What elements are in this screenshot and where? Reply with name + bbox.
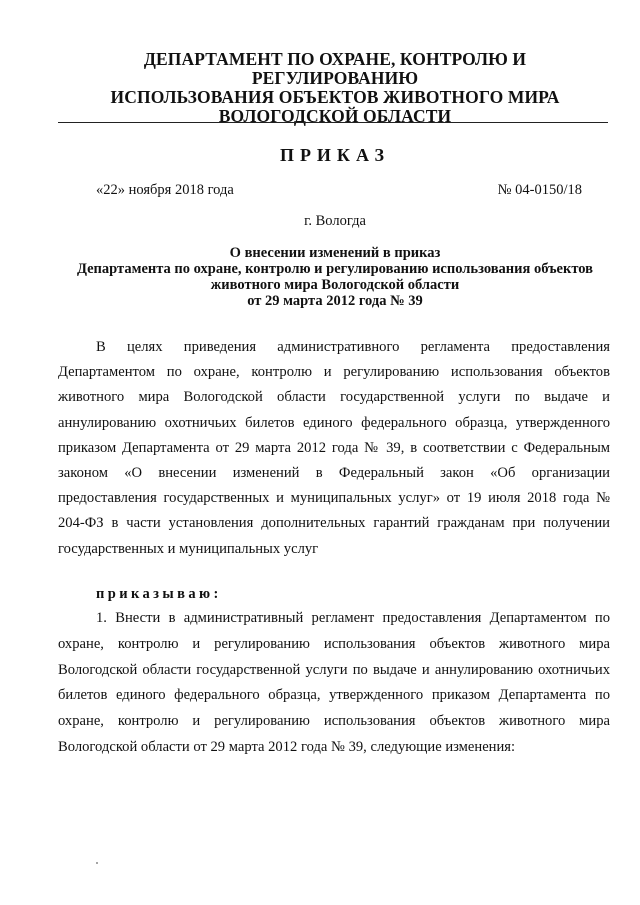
header-divider <box>58 122 608 123</box>
document-date: «22» ноября 2018 года <box>96 182 234 198</box>
department-header <box>60 50 610 126</box>
header-line-3: ВОЛОГОДСКОЙ ОБЛАСТИ <box>218 106 452 126</box>
document-number: № 04-0150/18 <box>497 182 582 198</box>
document-city: г. Вологда <box>304 213 366 229</box>
header-line-1: ДЕПАРТАМЕНТ ПО ОХРАНЕ, КОНТРОЛЮ И РЕГУЛИРОВАНИЮ <box>143 49 527 88</box>
document-title: ПРИКАЗ <box>279 145 391 165</box>
subject-line-2: Департамента по охране, контролю и регулированию использования объектов <box>76 261 594 277</box>
item-1-paragraph: 1. Внести в административный регламент предоставления Департаментом по охране, контролю и регулированию использования объектов животного мира Вологодской области государственной услуги по выдаче и аннулированию охотничьих билетов единого федерального образца, утвержденного приказом Департамента по охране, контролю и регулированию использования объектов животного мира Вологодской области от 29 марта 2012 года № 39, следующие изменения: <box>58 610 610 755</box>
subject-line-4: от 29 марта 2012 года № 39 <box>247 293 423 309</box>
header-line-2: ИСПОЛЬЗОВАНИЯ ОБЪЕКТОВ ЖИВОТНОГО МИРА <box>110 87 560 107</box>
subject-line-1: О внесении изменений в приказ <box>229 245 441 261</box>
document-subject <box>60 245 610 309</box>
preamble-paragraph: В целях приведения административного регламента предоставления Департаментом по охране, контролю и регулированию использования объектов животного мира Вологодской области государственной услуги по выдаче и аннулированию охотничьих билетов единого федерального образца, утвержденного приказом Департамента от 29 марта 2012 года № 39, в соответствии с Федеральным законом «О внесении изменений в Федеральный закон «Об организации предоставления государственных и муниципальных услуг» от 19 июля 2018 года № 204-ФЗ в части установления дополнительных гарантий гражданам при получении государственных и муниципальных услуг <box>58 339 610 557</box>
scan-speck <box>96 862 98 864</box>
subject-line-3: животного мира Вологодской области <box>210 277 460 293</box>
order-word: приказываю: <box>96 586 222 602</box>
